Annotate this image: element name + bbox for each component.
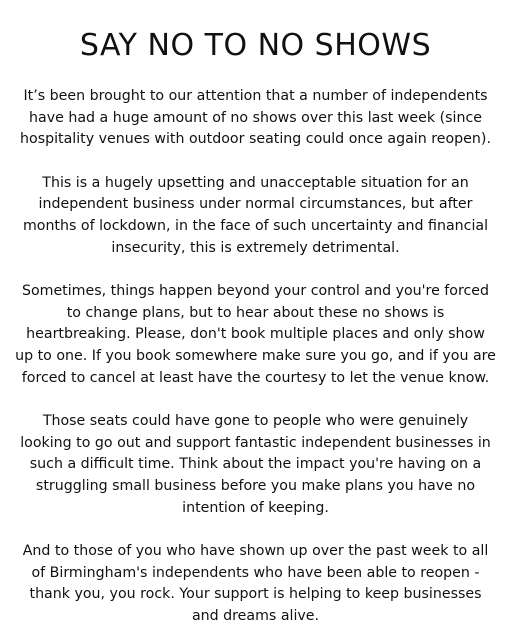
paragraph-request: Sometimes, things happen beyond your control and you're forced to change plans, but to hear about these no shows is heartbreaking. Please, don't book multiple places and only show up to one. If you book somewhere make sure you go, and if you are forced to cancel at least have the courtesy to let the venue know. (15, 283, 496, 386)
paragraph-impact: Those seats could have gone to people who were genuinely looking to go out and support fantastic independent businesses in such a difficult time. Think about the impact you're having on a struggling small business before you make plans you have no intention of keeping. (20, 413, 491, 516)
paragraph-thanks: And to those of you who have shown up over the past week to all of Birmingham's independents who have been able to reopen - thank you, you rock. Your support is helping to keep businesses and dreams alive. (22, 543, 489, 624)
page-title: SAY NO TO NO SHOWS (79, 28, 432, 63)
notice-body (12, 86, 499, 627)
paragraph-situation: This is a hugely upsetting and unacceptable situation for an independent business under normal circumstances, but after months of lockdown, in the face of such uncertainty and financial insecurity, this is extremely detrimental. (22, 174, 489, 256)
paragraph-attention: It’s been brought to our attention that a number of independents have had a huge amount of no shows over this last week (since hospitality venues with outdoor seating could once again reopen). (20, 88, 491, 148)
